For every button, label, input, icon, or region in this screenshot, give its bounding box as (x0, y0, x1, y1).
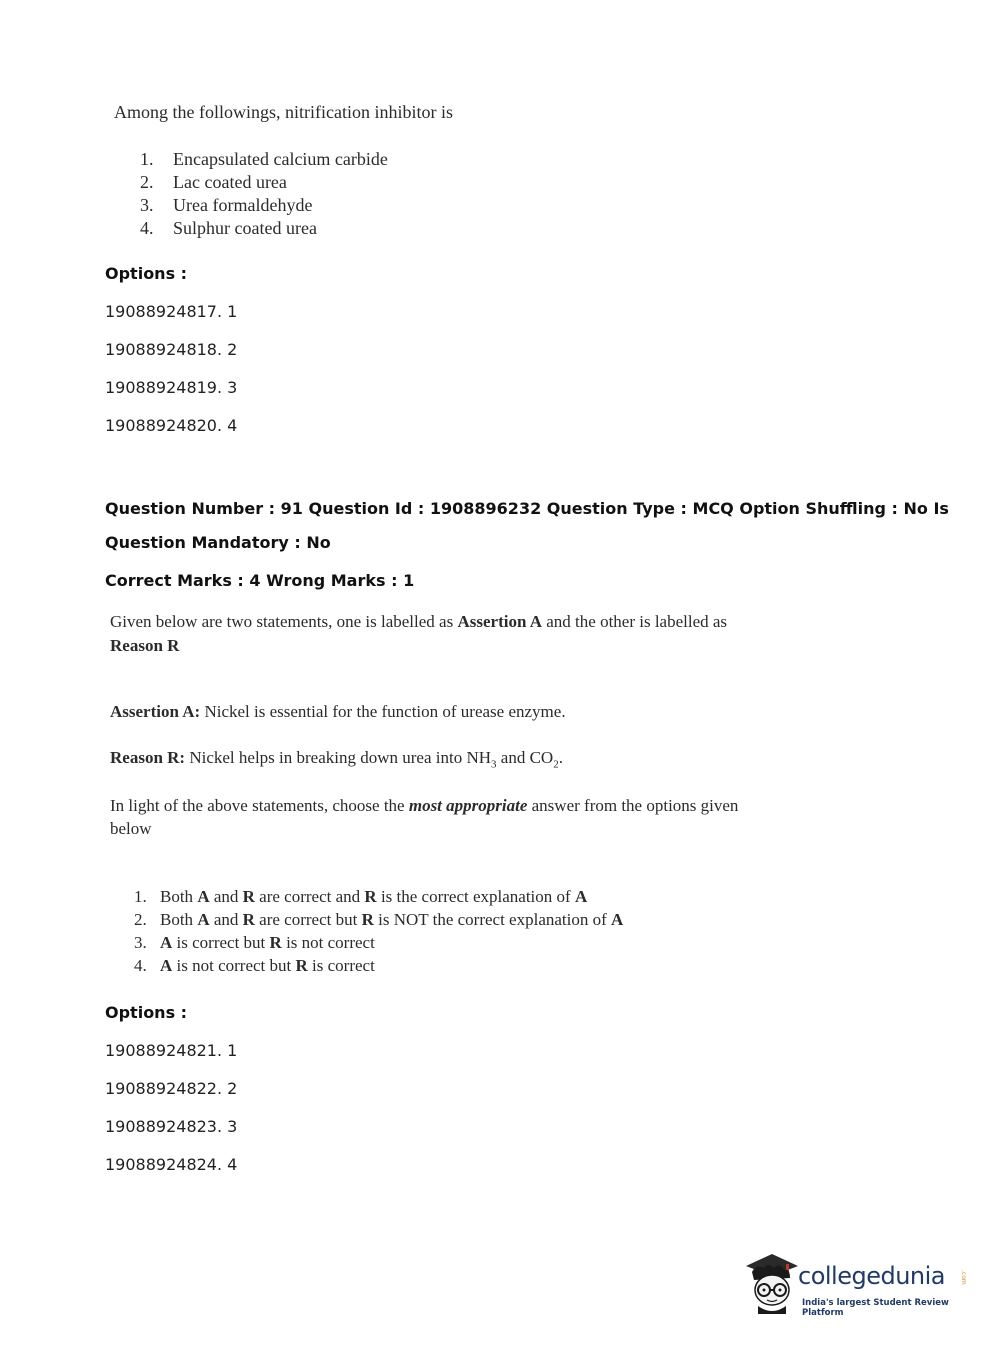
logo-suffix: .com (960, 1270, 967, 1285)
option-item: 19088924822. 2 (105, 1079, 238, 1098)
choice-item: 2. Lac coated urea (140, 172, 287, 192)
option-item: 19088924821. 1 (105, 1041, 238, 1060)
option-item: 19088924817. 1 (105, 302, 238, 321)
choice-item: 2. Both A and R are correct but R is NOT the correct explanation of A (134, 910, 624, 929)
question-header: Question Number : 91 Question Id : 1908896232 Question Type : MCQ Option Shuffling : No Is (105, 499, 949, 518)
option-item: 19088924818. 2 (105, 340, 238, 359)
choice-item: 3. Urea formaldehyde (140, 195, 313, 215)
question-intro: Given below are two statements, one is labelled as Assertion A and the other is labelled as Reason R (110, 612, 728, 655)
assertion-statement: Assertion A: Nickel is essential for the function of urease enzyme. (110, 702, 566, 721)
mascot-icon (742, 1250, 802, 1322)
question-choices (134, 885, 623, 977)
options-label: Options : (105, 264, 188, 283)
choice-item: 4. A is not correct but R is correct (134, 956, 375, 975)
question-mandatory: Question Mandatory : No (105, 533, 331, 552)
choice-item: 3. A is correct but R is not correct (134, 933, 375, 952)
option-item: 19088924824. 4 (105, 1155, 238, 1174)
choice-item: 1. Both A and R are correct and R is the correct explanation of A (134, 887, 588, 906)
choice-item: 1. Encapsulated calcium carbide (140, 149, 388, 169)
option-item: 19088924819. 3 (105, 378, 238, 397)
choice-item: 4. Sulphur coated urea (140, 218, 317, 238)
collegedunia-logo (742, 1250, 972, 1322)
options-label: Options : (105, 1003, 188, 1022)
logo-wordmark: collegedunia (798, 1262, 946, 1290)
question-instruction: In light of the above statements, choose the most appropriate answer from the options given below (110, 796, 739, 838)
question-stem: Among the followings, nitrification inhibitor is (114, 102, 453, 122)
logo-tagline: India's largest Student Review Platform (802, 1298, 949, 1318)
reason-statement: Reason R: Nickel helps in breaking down urea into $NH_3$ and $CO_2$. (110, 748, 563, 771)
option-item: 19088924820. 4 (105, 416, 238, 435)
question-marks: Correct Marks : 4 Wrong Marks : 1 (105, 571, 415, 590)
question-choices (140, 148, 388, 240)
option-item: 19088924823. 3 (105, 1117, 238, 1136)
